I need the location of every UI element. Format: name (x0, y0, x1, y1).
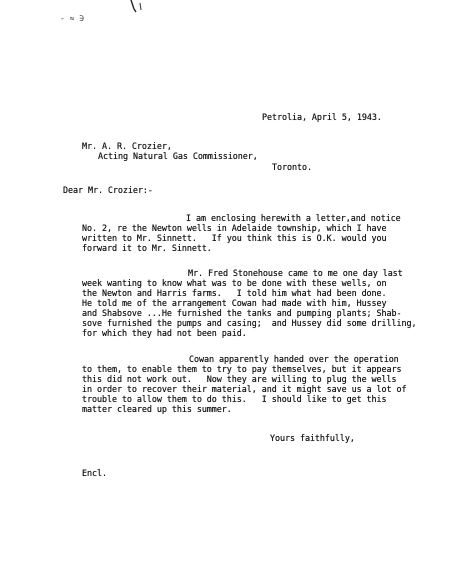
punch-mark-icon (128, 0, 148, 16)
letter-date: Petrolia, April 5, 1943. (262, 112, 382, 122)
paragraph-line: to them, to enable them to try to pay themselves, but it appears (82, 364, 402, 374)
paragraph-line: in order to recover their material, and it might save us a lot of (82, 384, 407, 394)
paragraph-line: written to Mr. Sinnett. If you think this is O.K. would you (82, 233, 387, 243)
paragraph-line: sove furnished the pumps and casing; and Hussey did some drilling, (82, 318, 417, 328)
paragraph-line: the Newton and Harris farms. I told him what had been done. (82, 288, 387, 298)
closing: Yours faithfully, (270, 433, 355, 443)
paragraph-line: and Shabsove ...He furnished the tanks and pumping plants; Shab- (82, 308, 402, 318)
recipient-title: Acting Natural Gas Commissioner, (98, 151, 258, 161)
recipient-name: Mr. A. R. Crozier, (82, 141, 172, 151)
paragraph-line: No. 2, re the Newton wells in Adelaide township, which I have (82, 223, 387, 233)
paragraph-line: week wanting to know what was to be done with these wells, on (82, 278, 387, 288)
paragraph-line: matter cleared up this summer. (82, 404, 232, 414)
enclosure-note: Encl. (82, 468, 107, 478)
salutation: Dear Mr. Crozier:- (63, 185, 153, 195)
paragraph-line: Mr. Fred Stonehouse came to me one day last (188, 268, 403, 278)
paragraph-line: this did not work out. Now they are willing to plug the wells (82, 374, 397, 384)
paragraph-line: I am enclosing herewith a letter,and notice (186, 213, 401, 223)
corner-mark: - ≈ ∋ (60, 14, 85, 23)
paragraph-line: forward it to Mr. Sinnett. (82, 243, 212, 253)
recipient-city: Toronto. (272, 162, 312, 172)
paragraph-line: for which they had not been paid. (82, 328, 247, 338)
paragraph-line: He told me of the arrangement Cowan had made with him, Hussey (82, 298, 387, 308)
paragraph-line: trouble to allow them to do this. I should like to get this (82, 394, 387, 404)
paragraph-line: Cowan apparently handed over the operation (189, 354, 399, 364)
